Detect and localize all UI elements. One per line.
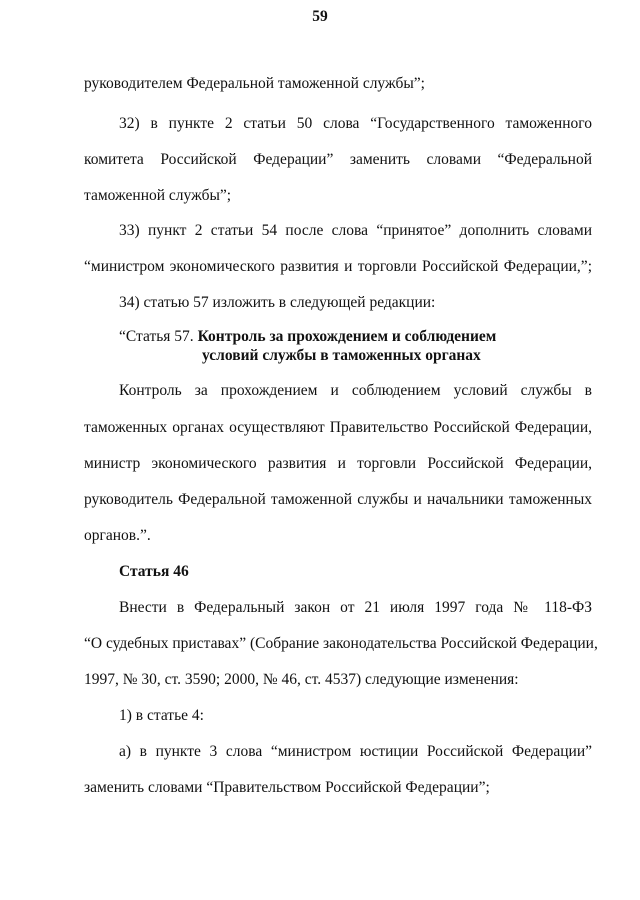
text-line: таможенной службы”; <box>84 187 232 204</box>
article-46-heading: Статья 46 <box>119 563 189 580</box>
article-heading-title-cont: условий службы в таможенных органах <box>202 347 481 364</box>
text-line: 34) статью 57 изложить в следующей редакции: <box>119 294 436 311</box>
text-line: 33) пункт 2 статьи 54 после слова “принятое” дополнить словами <box>119 222 592 239</box>
page-number: 59 <box>312 8 328 25</box>
text-line: заменить словами “Правительством Российской Федерации”; <box>84 779 490 796</box>
article-heading <box>119 327 592 347</box>
text-line: 1997, № 30, ст. 3590; 2000, № 46, ст. 4537) следующие изменения: <box>84 671 519 688</box>
text-line: 32) в пункте 2 статьи 50 слова “Государственного таможенного <box>119 115 592 132</box>
text-line: руководитель Федеральной таможенной службы и начальники таможенных <box>84 491 592 508</box>
text-line: министр экономического развития и торговли Российской Федерации, <box>84 455 592 472</box>
text-line: “О судебных приставах” (Собрание законодательства Российской Федерации, <box>84 635 598 652</box>
article-heading-prefix: “Статья 57. <box>119 328 198 345</box>
text-line: Внести в Федеральный закон от 21 июля 1997 года № 118-ФЗ <box>119 599 592 616</box>
text-line: Контроль за прохождением и соблюдением условий службы в <box>119 382 592 399</box>
text-line: комитета Российской Федерации” заменить словами “Федеральной <box>84 151 592 168</box>
text-line: руководителем Федеральной таможенной службы”; <box>84 75 425 92</box>
text-line: 1) в статье 4: <box>119 707 204 724</box>
text-line: а) в пункте 3 слова “министром юстиции Российской Федерации” <box>119 743 592 760</box>
article-heading-title: Контроль за прохождением и соблюдением <box>197 328 497 345</box>
text-line: “министром экономического развития и торговли Российской Федерации,”; <box>84 258 592 275</box>
text-line: органов.”. <box>84 527 151 544</box>
text-line: таможенных органах осуществляют Правительство Российской Федерации, <box>84 419 592 436</box>
